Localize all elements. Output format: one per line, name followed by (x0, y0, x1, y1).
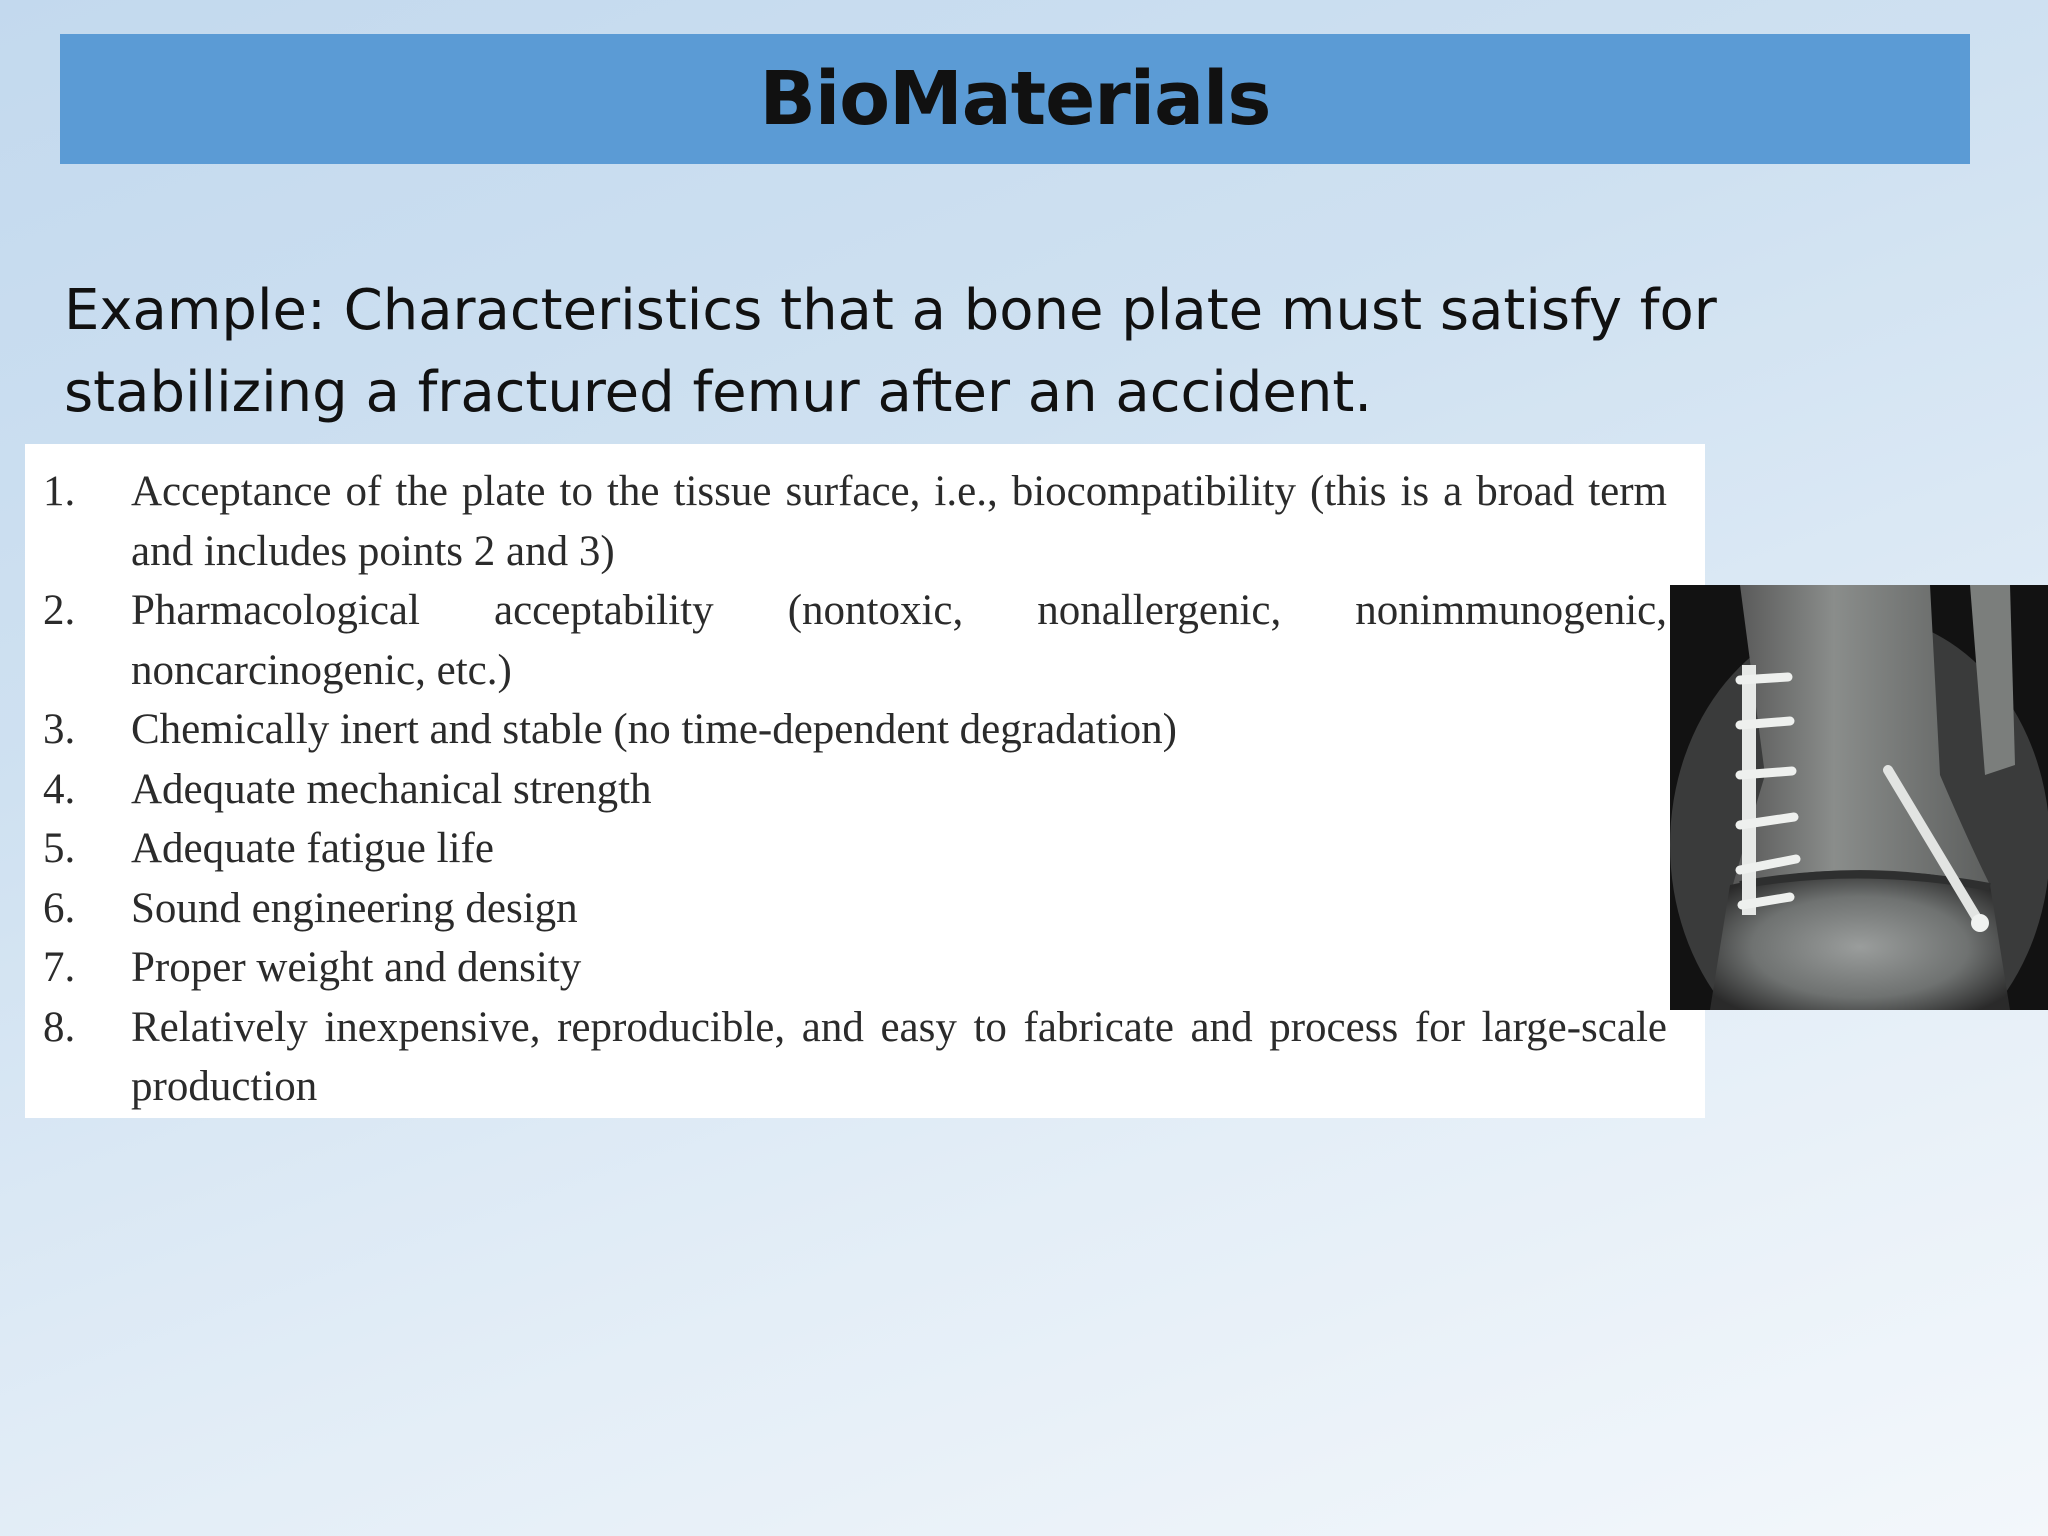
list-item (43, 938, 1667, 998)
list-item (43, 819, 1667, 879)
list-item-text: Chemically inert and stable (no time-dependent degradation) (131, 706, 1177, 753)
list-item-text: Adequate fatigue life (131, 825, 494, 872)
list-item (43, 581, 1667, 700)
title-bar (60, 34, 1970, 164)
list-item-text: Acceptance of the plate to the tissue surface, i.e., biocompatibility (this is a broad term and includes points 2 and 3) (131, 468, 1667, 575)
list-item (43, 998, 1667, 1117)
list-item-number: 1. (43, 468, 76, 515)
xray-bone-plate-image (1670, 585, 2048, 1010)
characteristics-list (25, 444, 1705, 1118)
list-item-number: 8. (43, 1003, 76, 1051)
list-item-number: 3. (43, 706, 76, 753)
list-item (43, 462, 1667, 581)
slide-title: BioMaterials (759, 56, 1271, 142)
list-item-text: Pharmacological acceptability (nontoxic, nonallergenic, nonimmunogenic, noncarcinogenic, etc.) (131, 587, 1667, 694)
slide-subtitle: Example: Characteristics that a bone plate must satisfy for stabilizing a fractured femur after an accident. (64, 278, 1717, 425)
list-item (43, 760, 1667, 820)
list-item-number: 7. (43, 944, 76, 991)
list-item-text: Relatively inexpensive, reproducible, and easy to fabricate and process for large-scale production (131, 1003, 1667, 1110)
xray-graphic (1670, 585, 2048, 1010)
list-item-number: 5. (43, 825, 76, 872)
list-item-number: 6. (43, 884, 76, 932)
list-item (43, 879, 1667, 939)
list-item-number: 2. (43, 587, 76, 634)
list-item-text: Sound engineering design (131, 884, 578, 932)
list-item-text: Proper weight and density (131, 944, 582, 991)
list-item-number: 4. (43, 765, 76, 813)
list-item-text: Adequate mechanical strength (131, 765, 652, 813)
list-item (43, 700, 1667, 760)
